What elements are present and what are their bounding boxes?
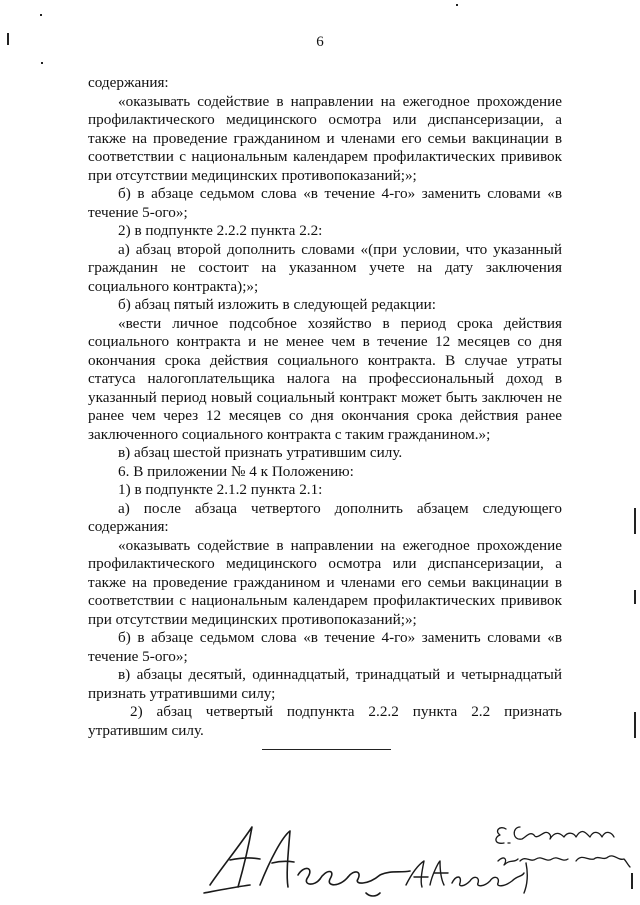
- paragraph-7: «вести личное подсобное хозяйство в период срока действия социального контракта и не менее чем в течение 12 месяцев со дня окончания срока действия социального контракта. В случае утраты статуса налогоплательщика налога на профессиональный доход в указанный период новый социальный контракт может быть заключен не ранее чем через 12 месяцев со дня окончания срока действия ранее заключенного социального контракта с таким гражданином.»;: [88, 314, 562, 443]
- scan-mark-right-4: [631, 873, 633, 889]
- scan-dot-top-right: [456, 4, 458, 6]
- document-body: [88, 74, 562, 740]
- paragraph-15: 2) абзац четвертый подпункта 2.2.2 пункта 2.2 признать утратившим силу.: [88, 703, 562, 739]
- paragraph-8: в) абзац шестой признать утратившим силу.: [118, 444, 403, 461]
- scan-mark-right-1: [634, 508, 636, 534]
- separator-line: [262, 749, 391, 750]
- paragraph-10: 1) в подпункте 2.1.2 пункта 2.1:: [118, 481, 323, 498]
- paragraph-6: б) абзац пятый изложить в следующей редакции:: [118, 296, 436, 313]
- paragraph-1: содержания:: [88, 74, 169, 91]
- paragraph-4: 2) в подпункте 2.2.2 пункта 2.2:: [118, 222, 323, 239]
- paragraph-12: «оказывать содействие в направлении на ежегодное прохождение профилактического медицинского осмотра или диспансеризации, а также на проведение гражданином и членами его семьи вакцинации в соответствии с национальным календарем профилактических прививок при отсутствии медицинских противопоказаний;»;: [88, 536, 562, 628]
- scan-mark-right-3: [634, 712, 636, 738]
- paragraph-14: в) абзацы десятый, одиннадцатый, тринадцатый и четырнадцатый признать утратившими силу;: [88, 666, 562, 702]
- paragraph-13: б) в абзаце седьмом слова «в течение 4-го» заменить словами «в течение 5-ого»;: [88, 629, 562, 665]
- scan-dot-left: [41, 62, 43, 64]
- signature-right: [490, 815, 640, 875]
- scan-mark-left: [7, 33, 9, 45]
- paragraph-3: б) в абзаце седьмом слова «в течение 4-го» заменить словами «в течение 5-ого»;: [88, 185, 562, 221]
- paragraph-2: «оказывать содействие в направлении на ежегодное прохождение профилактического медицинского осмотра или диспансеризации, а также на проведение гражданином и членами его семьи вакцинации в соответствии с национальным календарем профилактических прививок при отсутствии медицинских противопоказаний;»;: [88, 92, 562, 184]
- scan-mark-right-2: [634, 590, 636, 604]
- page-number: 6: [316, 34, 324, 50]
- paragraph-9: 6. В приложении № 4 к Положению:: [118, 462, 354, 480]
- paragraph-11: а) после абзаца четвертого дополнить абзацем следующего содержания:: [88, 499, 562, 535]
- scan-dot-top-left: [40, 14, 42, 16]
- paragraph-5: а) абзац второй дополнить словами «(при условии, что указанный гражданин не состоит на указанном учете на дату заключения социального контракта);»;: [88, 240, 562, 295]
